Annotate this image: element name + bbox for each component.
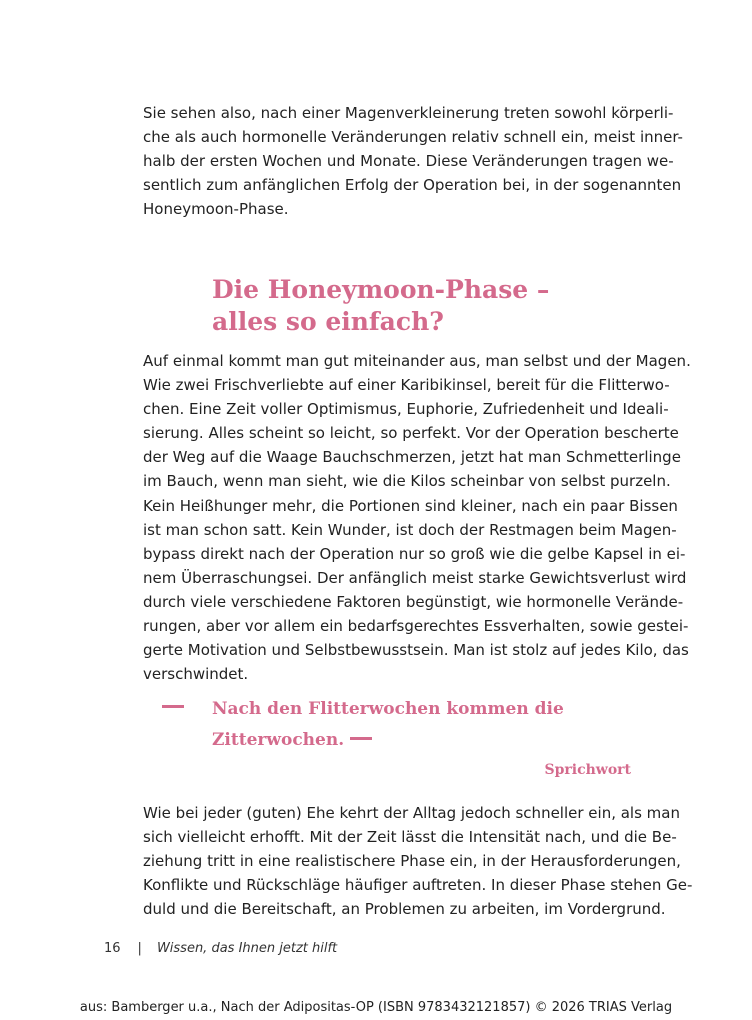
text-line: Honeymoon-Phase. xyxy=(143,200,289,219)
text-line: verschwindet. xyxy=(143,665,249,684)
main-paragraph xyxy=(143,349,691,686)
quote-line-1: Nach den Flitterwochen kommen die xyxy=(212,699,564,719)
heading-line-1: Die Honeymoon-Phase – xyxy=(212,275,550,304)
text-line: nem Überraschungsei. Der anfänglich meist starke Gewichtsverlust wird xyxy=(143,568,687,587)
text-line: chen. Eine Zeit voller Optimismus, Euphorie, Zufriedenheit und Ideali- xyxy=(143,400,669,419)
text-line: che als auch hormonelle Veränderungen relativ schnell ein, meist inner- xyxy=(143,128,683,147)
quote-line-2 xyxy=(212,725,632,756)
text-line: Auf einmal kommt man gut miteinander aus, man selbst und der Magen. xyxy=(143,352,691,370)
quote-source: Sprichwort xyxy=(544,762,631,778)
text-line: ziehung tritt in eine realistischere Phase ein, in der Herausforderungen, xyxy=(143,852,681,871)
closing-paragraph xyxy=(143,801,693,921)
footer-separator: | xyxy=(137,941,142,956)
footer-section-title: Wissen, das Ihnen jetzt hilft xyxy=(156,941,338,956)
source-credit: aus: Bamberger u.a., Nach der Adipositas-OP (ISBN 9783432121857) © 2026 TRIAS Verlag xyxy=(79,1000,673,1015)
text-line: der Weg auf die Waage Bauchschmerzen, jetzt hat man Schmetterlinge xyxy=(143,448,681,467)
text-line: ist man schon satt. Kein Wunder, ist doch der Restmagen beim Magen- xyxy=(143,520,677,539)
text-line: sich vielleicht erhofft. Mit der Zeit lässt die Intensität nach, und die Be- xyxy=(143,828,677,847)
text-line: duld und die Bereitschaft, an Problemen zu arbeiten, im Vordergrund. xyxy=(143,900,666,919)
text-line: sierung. Alles scheint so leicht, so perfekt. Vor der Operation bescherte xyxy=(143,424,679,443)
text-line: Sie sehen also, nach einer Magenverkleinerung treten sowohl körperli- xyxy=(143,104,674,122)
heading-line-2: alles so einfach? xyxy=(212,307,444,336)
intro-paragraph xyxy=(143,101,683,221)
quote-close-dash xyxy=(350,737,372,740)
section-heading xyxy=(212,274,632,338)
quote-line-2-text: Zitterwochen. xyxy=(212,730,345,750)
page-number: 16 xyxy=(104,941,121,956)
text-line: sentlich zum anfänglichen Erfolg der Operation bei, in der sogenannten xyxy=(143,176,682,195)
text-line: im Bauch, wenn man sieht, wie die Kilos scheinbar von selbst purzeln. xyxy=(143,472,671,491)
text-line: Wie bei jeder (guten) Ehe kehrt der Alltag jedoch schneller ein, als man xyxy=(143,804,680,822)
text-line: halb der ersten Wochen und Monate. Diese Veränderungen tragen we- xyxy=(143,152,674,171)
text-line: rungen, aber vor allem ein bedarfsgerechtes Essverhalten, sowie gestei- xyxy=(143,617,689,636)
text-line: Wie zwei Frischverliebte auf einer Karibikinsel, bereit für die Flitterwo- xyxy=(143,376,670,395)
text-line: Konflikte und Rückschläge häufiger auftreten. In dieser Phase stehen Ge- xyxy=(143,876,693,895)
text-line: Kein Heißhunger mehr, die Portionen sind kleiner, nach ein paar Bissen xyxy=(143,496,678,515)
page-footer xyxy=(104,941,337,956)
text-line: durch viele verschiedene Faktoren begünstigt, wie hormonelle Verände- xyxy=(143,592,684,611)
text-line: bypass direkt nach der Operation nur so groß wie die gelbe Kapsel in ei- xyxy=(143,544,686,563)
quote-open-dash xyxy=(162,705,184,708)
pull-quote xyxy=(212,694,632,756)
text-line: gerte Motivation und Selbstbewusstsein. Man ist stolz auf jedes Kilo, das xyxy=(143,641,689,660)
